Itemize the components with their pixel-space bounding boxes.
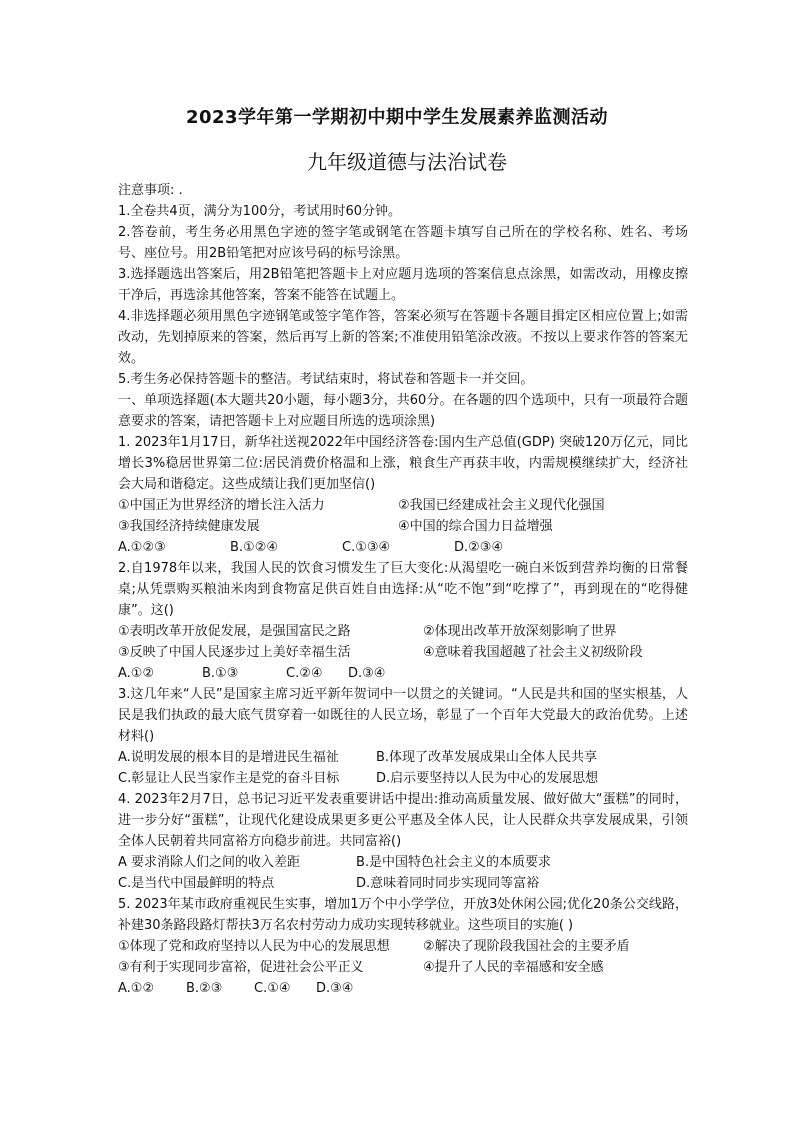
question-stem: 3.这几年来“人民”是国家主席习近平新年贺词中一以贯之的关键词。“人民是共和国的坚实根基，人民是我们执政的最大底气贯穿着一如既往的人民立场，彰显了一个百年大党最大的政治优势。上述材料() — [118, 687, 688, 744]
choice: C.①③④ — [342, 540, 391, 555]
choice: A.①②③ — [118, 540, 166, 555]
choice: D.③④ — [316, 981, 354, 996]
choice: B.是中国特色社会主义的本质要求 — [356, 855, 552, 870]
choice: D.意味着同时同步实现同等富裕 — [356, 876, 540, 891]
choice: D.③④ — [348, 666, 386, 681]
statement: ②我国已经建成社会主义现代化强国 — [398, 498, 605, 513]
choice: D.启示要坚持以人民为中心的发展思想 — [376, 771, 599, 786]
choice: C.②④ — [286, 666, 323, 681]
exam-body — [118, 180, 688, 999]
note-item: 4.非选择题必须用黑色字迹钢笔或签字笔作答，答案必须写在答题卡各题目揖定区相应位置上;如需改动，先划掉原来的答案，然后再写上新的答案;不准使用铅笔涂改液。不按以上要求作答的答案无效。 — [118, 309, 688, 366]
statement-list — [118, 495, 688, 537]
note-item: 2.答卷前，考生务必用黑色字迹的签字笔或钢笔在答题卡填写自己所在的学校名称、姓名、考场号、座位号。用2B铅笔把对应该号码的标号涂黑。 — [118, 225, 688, 261]
question-stem: 2.自1978年以来，我国人民的饮食习惯发生了巨大变化:从渴望吃一碗白米饭到营养均衡的日常餐桌;从凭票购买粮油米肉到食物富足供百姓自由选择:从“吃不饱”到“吃撑了”，再到现在的“吃得健康”。这() — [118, 561, 688, 618]
choice: A.①② — [118, 981, 155, 996]
choice: C.彰显让人民当家作主是党的奋斗目标 — [118, 771, 340, 786]
statement: ③反映了中国人民逐步过上美好幸福生活 — [118, 645, 351, 660]
choice-list — [118, 747, 688, 789]
choice: B.①③ — [202, 666, 239, 681]
choice-list — [118, 852, 688, 894]
exam-title: 2023学年第一学期初中期中学生发展素养监测活动 — [185, 107, 609, 128]
note-item: 5.考生务必保持答题卡的整洁。考试结束时，将试卷和答题卡一并交回。 — [118, 372, 534, 387]
choice: B.①②④ — [230, 540, 279, 555]
choice: C.①④ — [254, 981, 291, 996]
question-stem: 5. 2023年某市政府重视民生实事，增加1万个中小学学位，开放3处休闲公园;优化20条公交线路，补建30条路段路灯帮扶3万名农村劳动力成功实现转移就业。这些项目的实施( ) — [118, 897, 688, 933]
choice-list — [118, 663, 688, 684]
statement: ③有利于实现同步富裕，促进社会公平正义 — [118, 960, 364, 975]
statement: ②解决了现阶段我国社会的主要矛盾 — [423, 939, 630, 954]
statement: ①体现了党和政府坚持以人民为中心的发展思想 — [118, 939, 390, 954]
note-item: 3.选择题选出答案后，用2B铅笔把答题卡上对应题月选项的答案信息点涂黑，如需改动，用橡皮擦干净后，再选涂其他答案，答案不能答在试题上。 — [118, 267, 688, 303]
exam-subtitle: 九年级道德与法治试卷 — [307, 150, 507, 174]
choice: B.体现了改革发展成果山全体人民共享 — [376, 750, 598, 765]
choice: A 要求消除人们之间的收入差距 — [118, 855, 301, 870]
statement-list — [118, 621, 688, 663]
choice-list — [118, 537, 688, 558]
choice: B.②③ — [186, 981, 223, 996]
question-stem: 4. 2023年2月7日，总书记习近平发表重要讲话中提出:推动高质量发展、做好做大“蛋糕”的同时，进一步分好“蛋糕”，让现代化建设成果更多更公平惠及全体人民，让人民群众共享发展成果，引领全体人民朝着共同富裕方向稳步前进。共同富裕() — [118, 792, 688, 849]
statement: ④中国的综合国力日益增强 — [398, 519, 553, 534]
statement: ③我国经济持续健康发展 — [118, 519, 260, 534]
statement: ①表明改革开放促发展，是强国富民之路 — [118, 624, 351, 639]
note-item: 1.全卷共4页，满分为100分，考试用时60分钟。 — [118, 204, 402, 219]
choice: C.是当代中国最鲜明的特点 — [118, 876, 275, 891]
choice: D.②③④ — [454, 540, 504, 555]
choice: A.①② — [118, 666, 155, 681]
statement: ②体现出改革开放深刻影响了世界 — [423, 624, 617, 639]
notes-heading: 注意事项: . — [118, 183, 183, 198]
statement: ④提升了人民的幸福感和安全感 — [423, 960, 604, 975]
section-heading: 一、单项选择题(本大题共20小题，每小题3分，共60分。在各题的四个选项中，只有一项最符合题意要求的答案，请把答题卡上对应题目所选的选项涂黑) — [118, 393, 688, 429]
question-stem: 1. 2023年1月17日，新华社送视2022年中国经济答卷:国内生产总值(GDP) 突破120万亿元，同比增长3%稳居世界第二位:居民消费价格温和上涨，粮食生产再获丰收，内需规模继续扩大，经济社会大局和谐稳定。这些成绩让我们更加坚信() — [118, 435, 688, 492]
statement: ①中国正为世界经济的增长注入活力 — [118, 498, 325, 513]
statement-list — [118, 936, 688, 978]
choice: A.说明发展的根本目的是增进民生福祉 — [118, 750, 339, 765]
choice-list — [118, 978, 688, 999]
statement: ④意味着我国超越了社会主义初级阶段 — [423, 645, 643, 660]
